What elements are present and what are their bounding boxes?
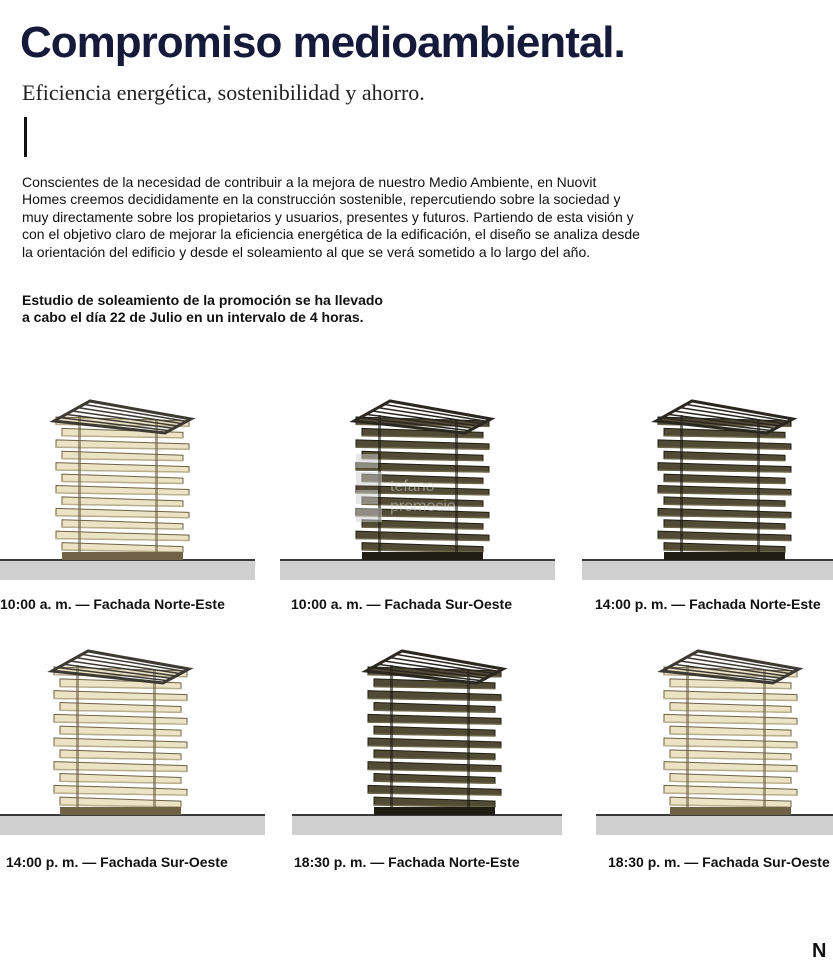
- watermark-text-1: tefano: [390, 478, 435, 495]
- sun-study-panel: [292, 625, 562, 845]
- study-caption: 10:00 a. m. — Fachada Norte-Este: [0, 596, 225, 612]
- building-render-icon: [0, 375, 255, 590]
- study-caption: 18:30 p. m. — Fachada Norte-Este: [294, 854, 520, 870]
- study-caption: 10:00 a. m. — Fachada Sur-Oeste: [291, 596, 512, 612]
- corner-logo: N: [812, 940, 827, 962]
- study-note-line-2: a cabo el día 22 de Julio en un intervalo de 4 horas.: [22, 309, 364, 326]
- sun-study-panel: [0, 625, 265, 845]
- watermark: [352, 450, 482, 530]
- sun-study-panel: [0, 375, 255, 590]
- watermark-logo-icon: [352, 450, 388, 530]
- building-render-icon: [596, 625, 833, 845]
- accent-bar: [24, 117, 27, 157]
- building-render-icon: [582, 375, 833, 590]
- study-note: [22, 292, 442, 327]
- watermark-text-2: promocio: [390, 498, 456, 515]
- page-title: Compromiso medioambiental.: [20, 18, 625, 67]
- study-note-line-1: Estudio de soleamiento de la promoción se ha llevado: [22, 292, 383, 308]
- building-render-icon: [0, 625, 265, 845]
- study-caption: 18:30 p. m. — Fachada Sur-Oeste: [608, 854, 830, 870]
- intro-paragraph: Conscientes de la necesidad de contribuir a la mejora de nuestro Medio Ambiente, en Nuovit Homes creemos decididamente en la construcción sostenible, repercutiendo sobre la sociedad y muy directamente sobre los propietarios y usuarios, presentes y futuros. Partiendo de esta visión y con el objetivo claro de mejorar la eficiencia energética de la edificación, el diseño se analiza desde la orientación del edificio y desde el soleamiento al que se verá sometido a lo largo del año.: [22, 174, 640, 260]
- sun-study-panel: [596, 625, 833, 845]
- page-subtitle: Eficiencia energética, sostenibilidad y ahorro.: [22, 80, 425, 105]
- study-caption: 14:00 p. m. — Fachada Norte-Este: [595, 596, 821, 612]
- sun-study-panel: [582, 375, 833, 590]
- building-render-icon: [292, 625, 562, 845]
- study-caption: 14:00 p. m. — Fachada Sur-Oeste: [6, 854, 228, 870]
